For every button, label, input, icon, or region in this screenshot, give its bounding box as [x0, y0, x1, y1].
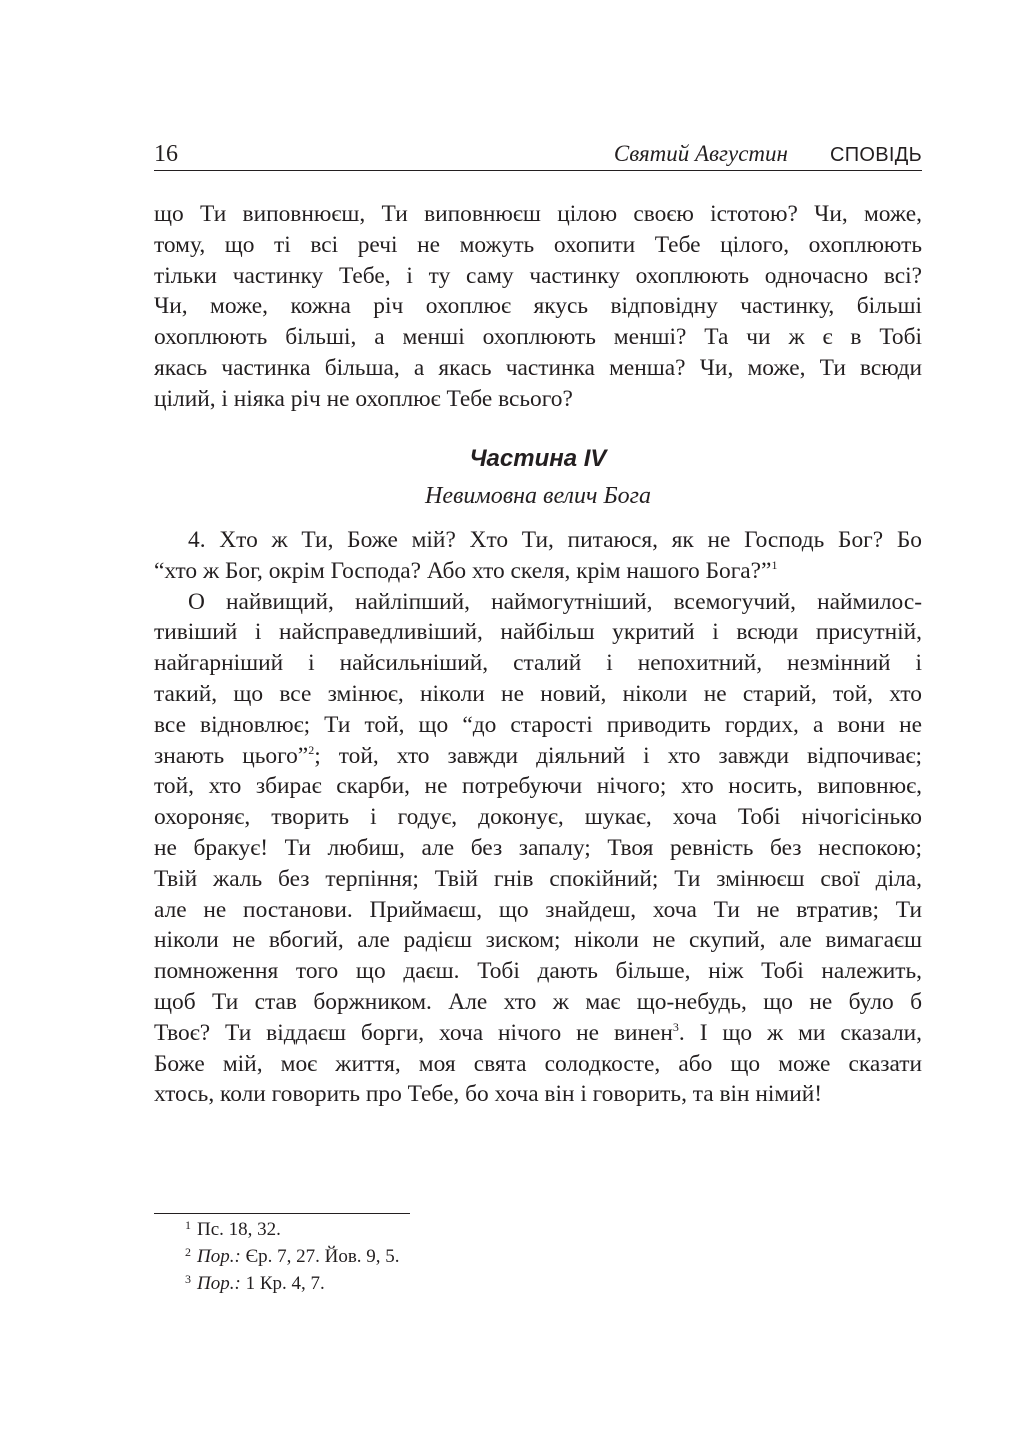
footnote-label: Пор.:	[197, 1246, 241, 1267]
paragraph-continued	[154, 199, 922, 415]
footnote-3	[185, 1271, 400, 1298]
text-line: але не постанови. Приймаєш, що знайдеш, хоча Ти не втратив; Ти	[154, 896, 922, 923]
text-segment: Твоє? Ти віддаєш борги, хоча нічого не винен	[154, 1019, 673, 1046]
book-title: СПОВІДЬ	[829, 144, 922, 166]
footnote-ref: 3	[672, 1019, 679, 1034]
text-segment: ; той, хто завжди діяльний і хто завжди відпочиває;	[314, 742, 922, 769]
text-line: ніколи не вбогий, але радієш зиском; ніколи не скупий, але вимагаєш	[154, 927, 922, 954]
footnote-number: 2	[185, 1245, 191, 1259]
section-subtitle: Невимовна велич Бога	[425, 483, 651, 509]
main-text	[154, 525, 922, 1110]
text-segment: . І що ж ми сказали,	[678, 1019, 922, 1046]
text-line	[154, 556, 922, 587]
text-segment: знають цього”	[154, 742, 309, 769]
footnote-1	[185, 1217, 400, 1244]
page-number: 16	[154, 141, 178, 167]
footnote-2	[185, 1244, 400, 1271]
footnote-label: Пор.:	[197, 1273, 241, 1294]
text-line: тільки частинку Тебе, і ту саму частинку охоплюють одночасно всі?	[154, 262, 922, 289]
text-line: помноження того що даєш. Тобі дають більше, ніж Тобі належить,	[154, 958, 922, 985]
text-line: охороняє, творить і годує, доконує, шукає, хоча Тобі нічогісінько	[154, 804, 922, 831]
text-line: Чи, може, кожна річ охоплює якусь відповідну частинку, більші	[154, 293, 922, 320]
footnotes	[185, 1217, 400, 1298]
text-line: такий, що все змінює, ніколи не новий, ніколи не старий, той, хто	[154, 680, 922, 707]
footnote-number: 1	[185, 1218, 191, 1232]
footnote-text: Єр. 7, 27. Йов. 9, 5.	[240, 1246, 400, 1267]
text-line: якась частинка більша, а якась частинка менша? Чи, може, Ти всюди	[154, 354, 922, 381]
section-heading: Частина IV	[469, 445, 607, 472]
text-line	[154, 1018, 922, 1049]
running-title	[614, 140, 922, 169]
text-line: хтось, коли говорить про Тебе, бо хоча він і говорить, та він німий!	[154, 1081, 823, 1108]
footnote-text: Пс. 18, 32.	[197, 1219, 281, 1240]
text-line: не бракує! Ти любиш, але без запалу; Твоя ревність без неспокою;	[154, 834, 922, 861]
footnote-divider	[154, 1213, 410, 1214]
footnote-text: 1 Кр. 4, 7.	[240, 1273, 325, 1294]
text-line: найгарніший і найсильніший, сталий і непохитний, незмінний і	[154, 650, 922, 677]
text-line: цілий, і ніяка річ не охоплює Тебе всього?	[154, 385, 573, 412]
text-line: О найвищий, найліпший, наймогутніший, всемогучий, наймилос-	[188, 588, 922, 615]
text-line: Твій жаль без терпіння; Твій гнів спокійний; Ти змінюєш свої діла,	[154, 865, 922, 892]
text-line: тому, що ті всі речі не можуть охопити Тебе цілого, охоплюють	[154, 231, 922, 258]
author-name: Святий Августин	[613, 141, 788, 166]
footnote-number: 3	[185, 1272, 191, 1286]
running-header	[154, 140, 922, 171]
text-line	[154, 741, 922, 772]
text-line: щоб Ти став боржником. Але хто ж має що-небудь, що не було б	[154, 988, 922, 1015]
footnote-ref: 2	[308, 742, 315, 757]
text-line: охоплюють більші, а менші охоплюють менші? Та чи ж є в Тобі	[154, 324, 922, 351]
text-line: 4. Хто ж Ти, Боже мій? Хто Ти, питаюся, як не Господь Бог? Бо	[188, 527, 922, 553]
footnote-ref: 1	[771, 557, 778, 572]
text-line: Боже мій, моє життя, моя свята солодкосте, або що може сказати	[154, 1050, 922, 1077]
text-line: все відновлює; Ти той, що “до старості приводить гордих, а вони не	[154, 711, 922, 738]
text-line: тивіший і найсправедливіший, найбільш укритий і всюди присутній,	[154, 619, 922, 646]
text-segment: “хто ж Бог, окрім Господа? Або хто скеля, крім нашого Бога?”	[154, 557, 772, 584]
text-line: той, хто збирає скарби, не потребуючи нічого; хто носить, виповнює,	[154, 773, 922, 800]
text-line: що Ти виповнюєш, Ти виповнюєш цілою своєю істотою? Чи, може,	[154, 201, 922, 227]
